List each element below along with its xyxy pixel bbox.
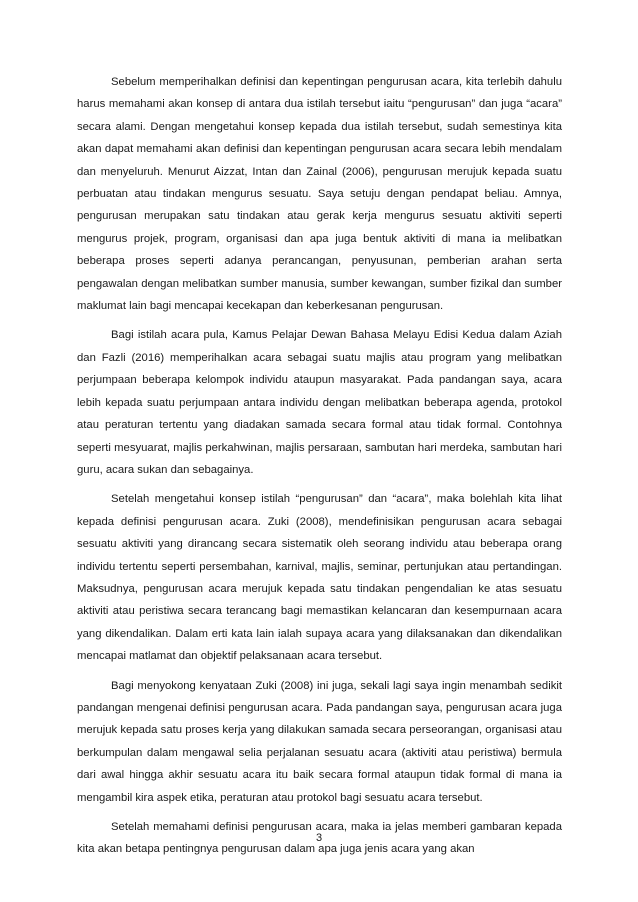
paragraph-definition-intro: Sebelum memperihalkan definisi dan kepentingan pengurusan acara, kita terlebih dahulu harus memahami akan konsep di antara dua istilah tersebut iaitu “pengurusan” dan juga “acara” secara alami. Dengan mengetahui konsep kepada dua istilah tersebut, sudah semestinya kita akan dapat memahami akan definisi dan kepentingan pengurusan acara secara lebih mendalam dan menyeluruh. Menurut Aizzat, Intan dan Zainal (2006), pengurusan merujuk kepada suatu perbuatan atau tindakan mengurus sesuatu. Saya setuju dengan pendapat beliau. Amnya, pengurusan merupakan satu tindakan atau gerak kerja mengurus sesuatu aktiviti seperti mengurus projek, program, organisasi dan apa juga bentuk aktiviti di mana ia melibatkan beberapa proses seperti adanya perancangan, penyusunan, pemberian arahan serta pengawalan dengan melibatkan sumber manusia, sumber kewangan, sumber fizikal dan sumber maklumat lain bagi mencapai kecekapan dan keberkesanan pengurusan. [77, 76, 562, 313]
paragraph-event-management-definition: Setelah mengetahui konsep istilah “pengurusan” dan “acara”, maka bolehlah kita lihat kepada definisi pengurusan acara. Zuki (2008), mendefinisikan pengurusan acara sebagai sesuatu aktiviti yang dirancang secara sistematik oleh seorang individu atau beberapa orang individu tertentu seperti persembahan, karnival, majlis, seminar, pertunjukan atau pertandingan. Maksudnya, pengurusan acara merujuk kepada satu tindakan pengendalian ke atas sesuatu aktiviti atau peristiwa secara terancang bagi memastikan kelancaran dan kesempurnaan acara yang dikendalikan. Dalam erti kata lain ialah supaya acara yang dilaksanakan dan dikendalikan mencapai matlamat dan objektif pelaksanaan acara tersebut. [77, 493, 562, 663]
page-number: 3 [315, 832, 323, 844]
document-body [77, 71, 562, 868]
paragraph-importance-intro: Setelah memahami definisi pengurusan acara, maka ia jelas memberi gambaran kepada kita akan betapa pentingnya pengurusan dalam apa juga jenis acara yang akan [77, 821, 562, 856]
paragraph-acara-definition: Bagi istilah acara pula, Kamus Pelajar Dewan Bahasa Melayu Edisi Kedua dalam Aziah dan Fazli (2016) memperihalkan acara sebagai suatu majlis atau program yang melibatkan perjumpaan beberapa kelompok individu ataupun masyarakat. Pada pandangan saya, acara lebih kepada suatu perjumpaan antara individu dengan melibatkan beberapa agenda, protokol atau peraturan tertentu yang diadakan samada secara formal atau tidak formal. Contohnya seperti mesyuarat, majlis perkahwinan, majlis persaraan, sambutan hari merdeka, sambutan hari guru, acara sukan dan sebagainya. [77, 329, 562, 476]
paragraph-author-opinion: Bagi menyokong kenyataan Zuki (2008) ini juga, sekali lagi saya ingin menambah sedikit pandangan mengenai definisi pengurusan acara. Pada pandangan saya, pengurusan acara juga merujuk kepada satu proses kerja yang dilakukan samada secara perseorangan, organisasi atau berkumpulan dalam mengawal selia perjalanan sesuatu acara (aktiviti atau peristiwa) bermula dari awal hingga akhir sesuatu acara itu baik secara formal ataupun tidak formal di mana ia mengambil kira aspek etika, peraturan atau protokol bagi sesuatu acara tersebut. [77, 679, 562, 804]
